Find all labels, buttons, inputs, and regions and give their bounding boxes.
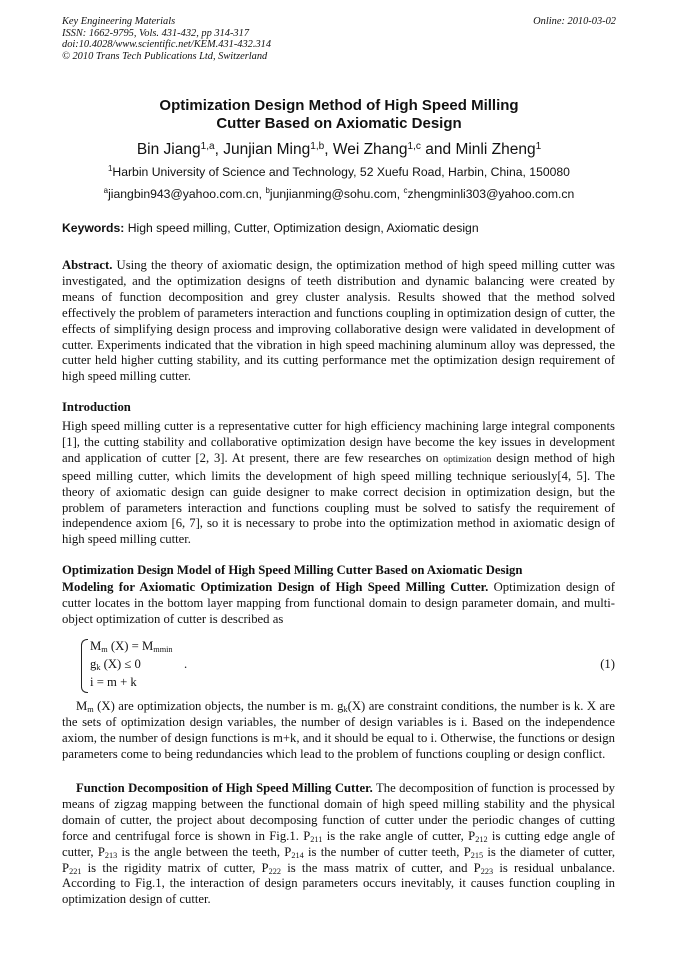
eq-symbol: g — [90, 657, 97, 671]
equation-line — [90, 638, 173, 654]
title-line-2: Cutter Based on Axiomatic Design — [216, 115, 462, 132]
subscript: m — [87, 705, 94, 714]
decomposition-label: Function Decomposition of High Speed Milling Cutter. — [76, 781, 373, 795]
author-name: , Wei Zhang — [324, 141, 408, 158]
eq-subscript: m — [101, 645, 108, 654]
journal-header — [62, 16, 616, 62]
equation-line: i = m + k — [90, 675, 137, 689]
text-run: is the rake angle of cutter, P — [322, 828, 476, 843]
keywords-text: High speed milling, Cutter, Optimization design, Axiomatic design — [124, 221, 479, 235]
equation-period: . — [184, 657, 188, 671]
author-emails — [62, 186, 616, 202]
decomposition-paragraph — [62, 781, 615, 908]
eq-symbol: M — [90, 639, 102, 653]
intro-text-part: High speed milling cutter is a representative cutter for high efficiency machining large integral components [1], the cutting stability and collaborative optimization design have become the key issues in development and application of cutter [2, 3]. At present, there are few researches on — [62, 419, 615, 465]
eq-subscript: mmin — [153, 645, 173, 654]
equation-line — [90, 656, 141, 672]
text-run: is the rigidity matrix of cutter, P — [81, 860, 269, 875]
keywords — [62, 220, 616, 236]
subscript: 223 — [480, 866, 494, 876]
affiliation-mark: 1 — [108, 164, 113, 173]
subscript: 214 — [291, 850, 304, 860]
affiliation — [62, 164, 616, 180]
modeling-label: Modeling for Axiomatic Optimization Design of High Speed Milling Cutter. — [62, 580, 489, 594]
subscript: 211 — [310, 834, 323, 844]
text-run: (X) are optimization objects, the number is m. g — [93, 699, 344, 713]
introduction-text — [62, 419, 615, 548]
subscript: k — [343, 705, 348, 714]
equation-number: (1) — [600, 657, 615, 671]
text-run: The decomposition of function is processed by means of zigzag mapping between the functional domain of high speed milling stability and the physical domain of cutter, the project about decomposing function of cutter under the periodic changes of cutting force and centrifugal force is shown in Fig.1. P — [62, 781, 616, 843]
text-run: is the diameter of cutter, P — [62, 844, 615, 875]
subscript: 212 — [475, 834, 488, 844]
section-heading: Optimization Design Model of High Speed Milling Cutter Based on Axiomatic Design — [62, 563, 523, 577]
modeling-text: Optimization design of cutter locates in the bottom layer mapping from functional domain to design parameter domain, and multi-object optimization of cutter is described as — [62, 580, 615, 626]
affiliation-text: Harbin University of Science and Technology, 52 Xuefu Road, Harbin, China, 150080 — [112, 165, 570, 179]
formula-description — [62, 699, 615, 763]
intro-text-part: design method of high speed milling cutter, which limits the development of high speed milling technique seriously[4, 5]. The theory of axiomatic design can guide designer to make correct decision in optimization design, but the problem of parameters interaction and functions coupling must be solved to satisfy the requirement of independence axiom [6, 7], so it is necessary to probe into the optimization method in axiomatic design of high speed milling cutter. — [62, 450, 615, 547]
text-run: is cutting edge angle of cutter, P — [62, 828, 615, 859]
author-affil-mark: 1,c — [407, 141, 421, 152]
author-name: , Junjian Ming — [214, 141, 311, 158]
intro-small-word: optimization — [443, 454, 492, 465]
journal-name: Key Engineering Materials — [62, 16, 176, 27]
author-name: Bin Jiang — [136, 141, 201, 158]
email-link[interactable]: junjianming@sohu.com, — [269, 187, 404, 201]
eq-symbol: (X) ≤ 0 — [100, 657, 141, 671]
abstract-text: Using the theory of axiomatic design, the optimization method of high speed milling cutter was investigated, and the optimization designs of teeth distribution and dynamic balancing were created by means of function decomposition and grey cluster analysis. Results showed that the method solved effectively the problem of parameters interaction and functions coupling in optimization design of cutter, the effects of simplifying design process and improving collaborative design were validated in development of cutter. Experiments indicated that the vibration in high speed machining aluminum alloy was depressed, the cutter held higher cutting stability, and its cutting performance met the optimization design requirement of high speed milling cutter. — [62, 258, 615, 384]
email-mark: c — [403, 186, 408, 195]
author-affil-mark: 1,a — [200, 141, 215, 152]
equation-1 — [62, 637, 615, 693]
paper-title — [62, 97, 616, 133]
text-run: is the mass matrix of cutter, and P — [280, 860, 481, 875]
keywords-label: Keywords: — [62, 221, 125, 235]
eq-symbol: (X) = M — [107, 639, 154, 653]
subscript: 213 — [104, 850, 118, 860]
subscript: 222 — [268, 866, 281, 876]
subscript: 215 — [470, 850, 484, 860]
email-mark: a — [103, 186, 109, 195]
journal-copyright: © 2010 Trans Tech Publications Ltd, Switzerland — [62, 50, 268, 62]
journal-issn: ISSN: 1662-9795, Vols. 431-432, pp 314-317 — [62, 27, 250, 39]
text-run: (X) are constraint conditions, the number is k. X are the sets of optimization design variables, the number of design variables is i. Based on the independence axiom, the number of design functions is m+k, and it should be equal to i. Otherwise, the functions or design parameters come to being redundancies which lead to the problem of functions coupling or design conflict. — [62, 699, 615, 761]
author-affil-mark: 1 — [535, 141, 542, 152]
author-affil-mark: 1,b — [310, 141, 325, 152]
author-name: and Minli Zheng — [420, 141, 536, 158]
text-run: is the number of cutter teeth, P — [303, 844, 471, 859]
author-list — [62, 140, 616, 159]
introduction-heading: Introduction — [62, 400, 131, 414]
text-run: is residual unbalance. According to Fig.1, the interaction of design parameters occurs inevitably, it causes function coupling in optimization design of cutter. — [62, 860, 615, 907]
title-line-1: Optimization Design Method of High Speed Milling — [159, 97, 519, 114]
modeling-paragraph — [62, 580, 615, 628]
abstract — [62, 258, 615, 385]
eq-subscript: k — [96, 663, 101, 672]
subscript: 221 — [69, 866, 82, 876]
email-mark: b — [265, 186, 270, 195]
equation-brace — [81, 639, 88, 693]
abstract-label: Abstract. — [62, 258, 113, 272]
online-date: Online: 2010-03-02 — [533, 16, 616, 27]
email-link[interactable]: jiangbin943@yahoo.com.cn, — [108, 187, 266, 201]
text-run: is the angle between the teeth, P — [117, 844, 292, 859]
text-run: M — [76, 699, 88, 713]
journal-doi: doi:10.4028/www.scientific.net/KEM.431-432.314 — [62, 39, 272, 51]
email-link[interactable]: zhengminli303@yahoo.com.cn — [407, 187, 575, 201]
